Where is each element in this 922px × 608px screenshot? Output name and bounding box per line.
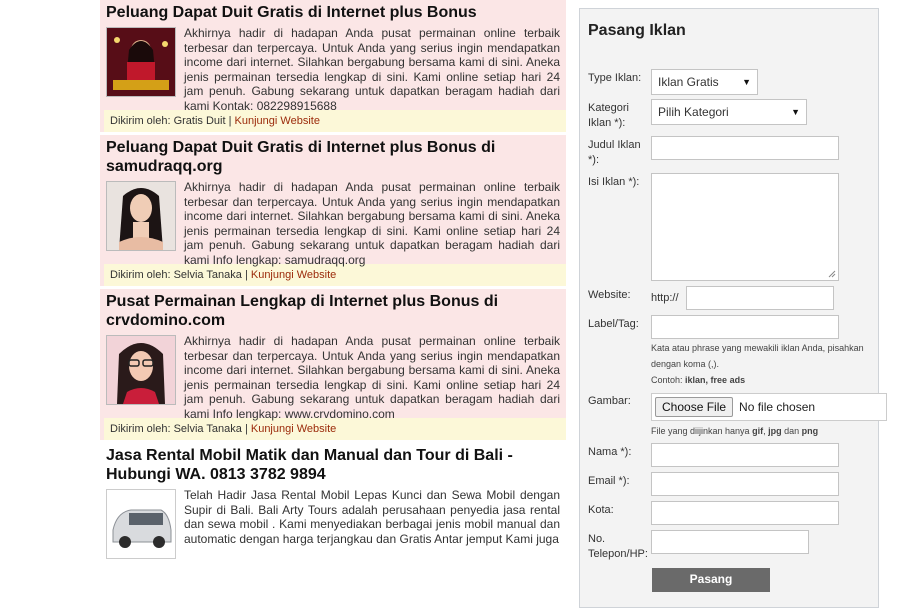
listing-thumbnail[interactable] [106,489,176,559]
content-label: Isi Iklan *): [588,176,640,188]
sent-by-label: Dikirim oleh: [110,423,171,435]
sent-by-label: Dikirim oleh: [110,115,171,127]
resize-handle-icon[interactable] [828,270,836,278]
category-value: Pilih Kategori [658,105,729,119]
listing-description: Akhirnya hadir di hadapan Anda pusat permainan online terbaik terbesar dan terpercaya. Untuk Anda yang serius ingin mendapatkan income dari internet. Silahkan bergabung bersama kami di sini. Aneka jenis permainan tersedia lengkap di sini. Kami online setiap hari 24 jam penuh. Gabung sekarang untuk dapatkan beragam hadiah dari kami Kontak: 082298915688 [184,26,560,113]
name-label: Nama *): [588,446,632,458]
listing-thumbnail[interactable] [106,27,176,97]
listing-author: Selvia Tanaka [173,269,242,281]
file-hint-and: dan [784,426,800,436]
listing-footer [104,418,566,440]
type-label: Type Iklan: [588,72,642,84]
chevron-down-icon: ▼ [742,77,751,87]
email-input[interactable] [651,472,839,496]
listing-title[interactable]: Pusat Permainan Lengkap di Internet plus Bonus di crvdomino.com [106,293,499,329]
tag-input[interactable] [651,315,839,339]
category-select[interactable] [651,99,807,125]
tag-example-label: Contoh: [651,375,683,385]
phone-label: No. Telepon/HP: [588,533,648,560]
file-status: No file chosen [739,400,816,414]
listing-title[interactable]: Jasa Rental Mobil Matik dan Manual dan Tour di Bali - Hubungi WA. 0813 3782 9894 [106,447,513,483]
visit-website-link[interactable]: Kunjungi Website [234,115,320,127]
submit-button[interactable]: Pasang [652,568,770,592]
type-value: Iklan Gratis [658,75,719,89]
listing-description: Akhirnya hadir di hadapan Anda pusat permainan online terbaik terbesar dan terpercaya. Untuk Anda yang serius ingin mendapatkan income dari internet. Silahkan bergabung bersama kami di sini. Aneka jenis permainan tersedia lengkap di sini. Kami online setiap hari 24 jam penuh. Gabung sekarang untuk dapatkan beragam hadiah dari kami Info lengkap: www.crvdomino.com [184,334,560,421]
ad-listings [100,0,566,571]
phone-input[interactable] [651,530,809,554]
listing-thumbnail[interactable] [106,335,176,405]
website-input[interactable] [686,286,834,310]
form-title: Pasang Iklan [588,22,686,39]
listing-footer [104,264,566,286]
name-input[interactable] [651,443,839,467]
file-ext-gif: gif [752,426,764,436]
listing-description: Akhirnya hadir di hadapan Anda pusat permainan online terbaik terbesar dan terpercaya. Untuk Anda yang serius ingin mendapatkan income dari internet. Silahkan bergabung bersama kami di sini. Aneka jenis permainan tersedia lengkap di sini. Kami online setiap hari 24 jam penuh. Gabung sekarang untuk dapatkan beragam hadiah dari kami Info lengkap: samudraqq.org [184,180,560,267]
sent-by-label: Dikirim oleh: [110,269,171,281]
listing-item [100,289,566,440]
listing-author: Selvia Tanaka [173,423,242,435]
category-label: Kategori Iklan *): [588,102,629,129]
image-label: Gambar: [588,395,631,407]
listing-thumbnail[interactable] [106,181,176,251]
file-ext-png: png [801,426,819,436]
choose-file-button[interactable]: Choose File [655,397,733,417]
listing-description: Telah Hadir Jasa Rental Mobil Lepas Kunci dan Sewa Mobil dengan Supir di Bali. Bali Arty Tours adalah perusahaan penyedia jasa rental dan sewa mobil . Kami menyediakan berbagai jenis mobil manual dan automatic dengan harga terjangkau dan Gratis Antar jemput Kami juga [184,488,560,546]
city-label: Kota: [588,504,614,516]
file-hint: File yang diijinkan hanya gif, jpg dan png [651,426,819,436]
listing-title[interactable]: Peluang Dapat Duit Gratis di Internet plus Bonus di samudraqq.org [106,139,496,175]
website-prefix: http:// [651,292,679,304]
city-input[interactable] [651,501,839,525]
file-hint-prefix: File yang diijinkan hanya [651,426,750,436]
listing-footer [104,110,566,132]
post-ad-form [579,8,879,608]
title-input[interactable] [651,136,839,160]
content-textarea[interactable] [651,173,839,281]
tag-hint [651,340,873,388]
listing-item [100,135,566,286]
tag-hint-text: Kata atau phrase yang mewakili iklan Anda, pisahkan dengan koma (,). [651,343,864,369]
file-ext-jpg: jpg [768,426,782,436]
visit-website-link[interactable]: Kunjungi Website [250,423,337,435]
website-label: Website: [588,289,631,301]
image-file-input[interactable] [651,393,887,421]
separator: | [228,115,232,127]
tag-label: Label/Tag: [588,318,639,330]
listing-title[interactable]: Peluang Dapat Duit Gratis di Internet plus Bonus [106,4,477,21]
chevron-down-icon: ▼ [791,107,800,117]
listing-author: Gratis Duit [173,115,226,127]
title-label: Judul Iklan *): [588,139,641,166]
email-label: Email *): [588,475,630,487]
listing-item [100,0,566,132]
separator: | [244,269,248,281]
listing-item [100,443,566,568]
tag-example: iklan, free ads [685,375,746,385]
visit-website-link[interactable]: Kunjungi Website [250,269,337,281]
type-select[interactable] [651,69,758,95]
separator: | [244,423,248,435]
